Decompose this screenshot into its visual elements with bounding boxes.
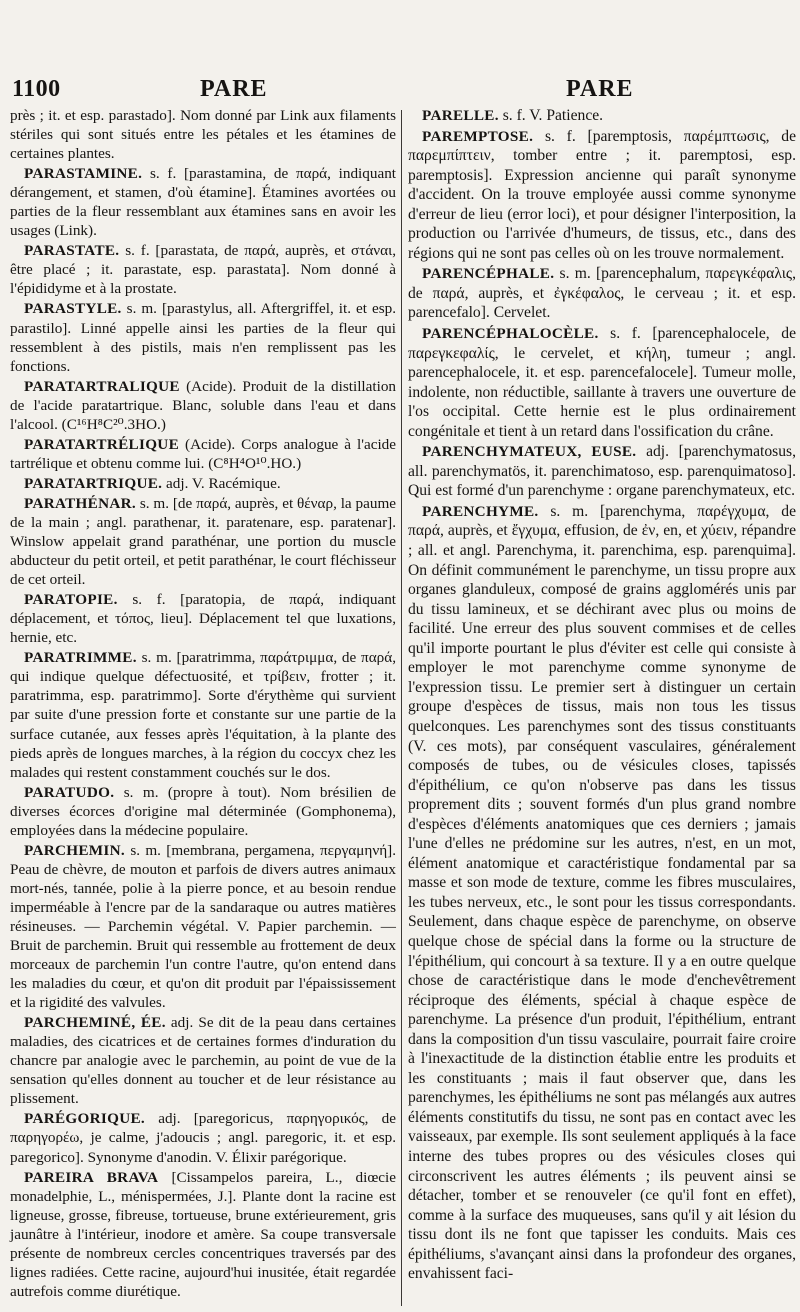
dictionary-entry xyxy=(10,299,396,375)
entry-headword: PARÉGORIQUE. xyxy=(24,1110,146,1128)
column-divider xyxy=(401,110,402,1306)
entry-text: s. f. [parastata, de παρά, auprès, et στάναι, être placé ; it. parastate, esp. parastata]. Nom donné à l'épididyme et à la prostate. xyxy=(10,242,396,298)
entry-text: adj. Se dit de la peau dans certaines maladies, des cicatrices et de certaines formes d'induration du chancre par analogie avec le parchemin, au point de vue de la sensation qu'elles donnent au toucher et de leur résistance au plissement. xyxy=(10,1014,397,1108)
entry-headword: PARATRIMME. xyxy=(24,649,137,667)
entry-text: s. f. [parencephalocele, de παρεγκεφαλίς, le cervelet, et κήλη, tumeur ; angl. parencephalocele, it. et esp. parencefalocele]. Tumeur molle, indolente, non réductible, saillante à travers une ouverture de l'os occipital. Cette hernie est le plus ordinairement congénitale et tient à un retard dans l'ossification du crâne. xyxy=(408,325,796,440)
dictionary-entry xyxy=(408,127,796,264)
entry-headword: PARASTAMINE. xyxy=(24,165,143,183)
entry-text: (Acide). Corps analogue à l'acide tartrélique et obtenu comme lui. (C⁸H⁴O¹⁰.HO.) xyxy=(10,435,397,472)
entry-text: s. f. [parastamina, de παρά, indiquant dérangement, et stamen, d'où étamine]. Étamines avortées ou parties de la fleur ressemblant aux étamines sans en avoir les usages (Link). xyxy=(10,165,397,240)
dictionary-entry xyxy=(408,324,796,441)
entry-text: s. m. [parastylus, all. Aftergriffel, it. et esp. parastilo]. Linné appelle ainsi les parties de la fleur qui ressemblent à des pistils, mais n'en remplissent pas les fonctions. xyxy=(10,300,396,375)
dictionary-entry xyxy=(10,474,396,493)
entry-headword: PARENCHYMATEUX, EUSE. xyxy=(422,443,637,461)
page-number: 1100 xyxy=(12,76,61,102)
entry-headword: PARATUDO. xyxy=(24,783,115,801)
entry-text: s. f. [paremptosis, παρέμπτωσις, de παρεμπίπτειν, tomber entre ; it. paremptosi, esp. paremptosis]. Expression ancienne qui paraît synonyme d'accident. On la trouve employée aussi comme synonyme d'erreur de lieu (error loci), et pour désigner l'interposition, la production ou l'arrivée d'humeurs, de tissus, etc., dans des régions qui ne sont pas celles où on les trouve normalement. xyxy=(408,127,796,262)
dictionary-entry xyxy=(408,442,796,501)
dictionary-entry xyxy=(10,648,396,781)
dictionary-entry xyxy=(10,164,396,240)
entry-headword: PARATHÉNAR. xyxy=(24,494,136,512)
right-column xyxy=(408,106,796,1285)
entry-headword: PARCHEMIN. xyxy=(24,841,126,859)
entry-headword: PARATARTRIQUE. xyxy=(24,474,163,492)
dictionary-entry xyxy=(10,106,396,163)
entry-text: s. f. V. Patience. xyxy=(502,107,604,124)
running-head-right: PARE xyxy=(566,76,634,102)
entry-text: s. m. (propre à tout). Nom brésilien de diverses écorces d'origine mal déterminée (Gomphonema), employées dans la médecine populaire. xyxy=(10,783,396,839)
entry-headword: PARENCÉPHALE. xyxy=(422,265,555,283)
running-head-left: PARE xyxy=(200,76,268,102)
dictionary-entry xyxy=(10,435,396,473)
entry-headword: PARENCÉPHALOCÈLE. xyxy=(422,325,599,343)
dictionary-entry xyxy=(408,264,796,323)
entry-headword: PARASTATE. xyxy=(24,242,120,260)
entry-text: s. m. [membrana, pergamena, περγαμηνή]. Peau de chèvre, de mouton et parfois de divers autres animaux mort-nés, tannée, polie à la pierre ponce, et au besoin rendue imperméable à l'encre par de la sandaraque ou autres matières résineuses. — Parchemin végétal. V. Papier parchemin. — Bruit de parchemin. Bruit qui ressemble au frottement de deux morceaux de parchemin l'un contre l'autre, qu'on entend dans les maladies du cœur, et qu'on dit produit par l'épaississement et la rigidité des valvules. xyxy=(10,841,396,1012)
left-column xyxy=(10,106,396,1302)
entry-headword: PARATARTRALIQUE xyxy=(24,377,180,395)
dictionary-entry xyxy=(10,783,396,840)
entry-headword: PARELLE. xyxy=(422,107,499,124)
entry-text: près ; it. et esp. parastado]. Nom donné par Link aux filaments stériles qui sont situés entre les pétales et les étamines de certaines plantes. xyxy=(10,107,396,163)
dictionary-entry xyxy=(10,841,396,1012)
entry-text: s. m. [parencephalum, παρεγκέφαλις, de παρά, auprès, et ἐγκέφαλος, le cerveau ; it. et esp. parencefalo]. Cervelet. xyxy=(408,265,796,322)
entry-text: adj. [parenchymatosus, all. parenchymatös, it. parenchimatoso, esp. parenquimatoso]. Qui est formé d'un parenchyme : organe parenchymateux, etc. xyxy=(408,443,796,500)
dictionary-entry xyxy=(10,1168,396,1301)
entry-text: adj. [paregoricus, παρηγορικός, de παρηγορέω, je calme, j'adoucis ; angl. paregoric, it. et esp. paregorico]. Synonyme d'anodin. V. Élixir parégorique. xyxy=(10,1110,396,1166)
dictionary-entry xyxy=(10,590,396,647)
page-header xyxy=(0,76,800,106)
entry-headword: PAREMPTOSE. xyxy=(422,127,534,145)
dictionary-entry xyxy=(10,494,396,589)
dictionary-entry xyxy=(408,502,796,1284)
entry-headword: PARCHEMINÉ, ÉE. xyxy=(24,1014,166,1032)
entry-text: s. m. [de παρά, auprès, et θέναρ, la paume de la main ; angl. parathenar, it. paratenare, esp. paratenar]. Winslow appelait grand parathénar, une portion du muscle abducteur du petit orteil, et petit parathénar, le court fléchisseur de cet orteil. xyxy=(10,494,397,589)
dictionary-entry xyxy=(10,1013,396,1108)
entry-headword: PARENCHYME. xyxy=(422,502,539,520)
entry-text: s. m. [parenchyma, παρέγχυμα, de παρά, auprès, et ἔγχυμα, effusion, de ἐν, en, et χύειν, répandre ; all. et angl. Parenchyma, it. parenchima, esp. parenquima]. On définit communément le parenchyme, un tissu propre aux organes glanduleux, composé de grains agglomérés unis par du tissu lamineux, et se déchirant avec plus ou moins de facilité. Une erreur des plus souvent commises et de celles qu'il importe pourtant le plus d'éviter est celle qui consiste à employer le mot parenchyme comme synonyme de l'expression tissu. Le premier sert à distinguer un certain groupe d'espèces de tissus, mais non tous les tissus quelconques. Les parenchymes sont des tissus constituants (V. ces mots), par conséquent vasculaires, généralement composés de tubes, ou de vésicules closes, tapissés d'épithélium, ce qu'on n'observe pas dans les tissus proprement dits ; souvent formés d'un plus grand nombre d'espèces d'éléments anatomiques que ces derniers ; jamais l'une d'elles ne prédomine sur les autres, n'est, en un mot, élément anatomique et caractéristique fondamental par sa masse et son mode de texture, comme les fibres musculaires, les tubes nerveux, etc., le sont pour les tissus correspondants. Seulement, dans chaque espèce de parenchyme, on observe quelque chose de spécial dans la forme ou la structure de l'épithélium, qui concourt à sa texture. Il y a en outre quelque chose de caractéristique dans le mode d'enchevêtrement réciproque des éléments, spécial à chaque espèce de parenchyme. La présence d'un produit, l'épithélium, entrant dans la composition d'un tissu vasculaire, pourrait faire croire à l'inexactitude de la distinction établie entre les produits et les constituants ; mais il faut observer que, dans les parenchymes, les épithéliums ne sont pas mélangés aux autres éléments constitutifs du tissu, ne sont pas en contact avec les vaisseaux, par exemple. Ils sont seulement appliqués à la face interne des tubes propres ou des vésicules closes qui circonscrivent les autres éléments ; ils peuvent ainsi se détacher, tomber et se renouveler (ce qu'il font en effet), comme à la surface des muqueuses, sans qu'il y ait lésion du tissu dont ils ne font que tapisser les conduits. Mais ces épithéliums, s'avançant ainsi dans la profondeur des organes, envahissent faci- xyxy=(408,502,796,1283)
dictionary-entry xyxy=(10,377,396,434)
dictionary-entry xyxy=(10,1109,396,1166)
entry-text: s. f. [paratopia, de παρά, indiquant déplacement, et τόπος, lieu]. Déplacement tel que luxations, hernie, etc. xyxy=(10,591,397,647)
entry-headword: PAREIRA BRAVA xyxy=(24,1168,159,1186)
entry-text: [Cissampelos pareira, L., diœcie monadelphie, L., ménispermées, J.]. Plante dont la racine est ligneuse, grosse, fibreuse, tortueuse, brune extérieurement, gris jaunâtre à l'intérieur, inodore et amère. Sa coupe transversale présente de nombreux cercles concentriques traversés par des lignes radiées. Cette racine, aujourd'hui inusitée, était regardée autrefois comme diurétique. xyxy=(10,1168,396,1300)
dictionary-entry xyxy=(10,241,396,298)
entry-headword: PARATOPIE. xyxy=(24,591,118,609)
entry-text: adj. V. Racémique. xyxy=(166,474,281,492)
entry-headword: PARATARTRÉLIQUE xyxy=(24,435,180,453)
entry-headword: PARASTYLE. xyxy=(24,300,122,318)
entry-text: s. m. [paratrimma, παράτριμμα, de παρά, qui indique quelque défectuosité, et τρίβειν, frotter ; it. paratrimma, esp. paratrimmo]. Sorte d'érythème qui survient par suite d'une pression forte et constante sur une partie de la surface cutanée, aux fesses après l'équitation, à la plante des pieds après de longues marches, à la région du coccyx chez les malades qui restent constamment couchés sur le dos. xyxy=(10,649,397,781)
dictionary-entry xyxy=(408,106,796,126)
entry-text: (Acide). Produit de la distillation de l'acide paratartrique. Blanc, soluble dans l'eau et dans l'alcool. (C¹⁶H⁸C²⁰.3HO.) xyxy=(10,377,397,433)
